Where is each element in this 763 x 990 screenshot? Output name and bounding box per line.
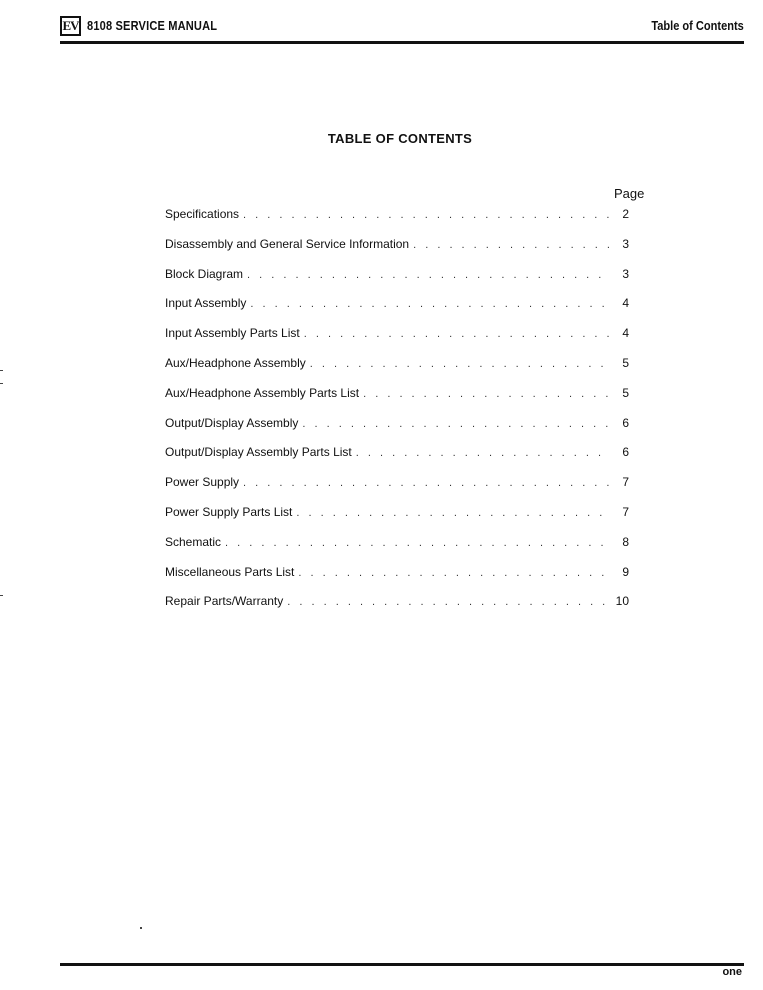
toc-entry	[165, 326, 629, 356]
toc-entry-page: 8	[622, 534, 629, 549]
toc-entry-page: 9	[622, 564, 629, 579]
manual-title: 8108 SERVICE MANUAL	[87, 18, 218, 33]
page-column-label: Page	[614, 186, 645, 201]
toc-leader-dots	[247, 269, 611, 281]
toc-entry	[165, 594, 629, 624]
toc-entry-label: Block Diagram	[165, 266, 244, 281]
toc-leader-dots	[250, 298, 611, 310]
ev-logo: EV	[60, 16, 81, 36]
toc-entry-label: Schematic	[165, 534, 222, 549]
toc-entry-page: 2	[622, 207, 629, 221]
toc-entry-label: Output/Display Assembly	[165, 415, 299, 430]
toc-leader-dots	[310, 358, 611, 370]
toc-entry-label: Aux/Headphone Assembly	[165, 355, 306, 370]
toc-entry-page: 6	[622, 415, 629, 430]
toc-entry-page: 6	[622, 445, 629, 460]
toc-entry-page: 10	[615, 594, 629, 609]
toc-entry	[165, 296, 629, 326]
toc-entry	[165, 445, 629, 475]
toc-entry	[165, 535, 629, 565]
toc-leader-dots	[225, 537, 611, 549]
toc-leader-dots	[296, 507, 611, 519]
toc-leader-dots	[298, 567, 611, 579]
page-header	[60, 14, 744, 42]
toc-leader-dots	[304, 328, 611, 340]
toc-entry-page: 5	[622, 355, 629, 370]
toc-leader-dots	[356, 447, 611, 459]
toc-entry-page: 3	[622, 236, 629, 251]
toc-entry-label: Specifications	[165, 207, 240, 221]
toc-entry-label: Disassembly and General Service Information	[165, 236, 410, 251]
toc-entry-label: Power Supply	[165, 475, 240, 490]
toc-entry-page: 4	[622, 296, 629, 311]
toc-entry-label: Aux/Headphone Assembly Parts List	[165, 385, 360, 400]
page-title: TABLE OF CONTENTS	[327, 131, 473, 146]
toc-entry	[165, 207, 629, 237]
toc-entry-label: Input Assembly Parts List	[165, 326, 300, 341]
toc-entry-label: Repair Parts/Warranty	[165, 594, 284, 609]
toc-entry	[165, 237, 629, 267]
scan-speck	[140, 927, 142, 929]
toc-leader-dots	[363, 388, 611, 400]
toc-entry-label: Power Supply Parts List	[165, 504, 293, 519]
toc-entry-label: Output/Display Assembly Parts List	[165, 445, 352, 460]
toc-leader-dots	[243, 477, 611, 489]
toc-entry-page: 5	[622, 385, 629, 400]
toc-entry	[165, 356, 629, 386]
toc-entry-page: 4	[622, 326, 629, 341]
header-rule	[60, 41, 744, 44]
toc-entry	[165, 475, 629, 505]
toc-entry-page: 3	[622, 266, 629, 281]
scan-edge-mark	[0, 383, 3, 384]
toc-entry	[165, 565, 629, 595]
toc-leader-dots	[243, 209, 611, 221]
table-of-contents	[165, 207, 629, 624]
toc-entry	[165, 386, 629, 416]
scan-edge-mark	[0, 370, 3, 371]
toc-entry-label: Miscellaneous Parts List	[165, 564, 295, 579]
toc-leader-dots	[287, 596, 611, 608]
toc-entry-page: 7	[622, 475, 629, 490]
toc-leader-dots	[413, 239, 611, 251]
footer-rule	[60, 963, 744, 966]
toc-entry-label: Input Assembly	[165, 296, 247, 311]
toc-entry	[165, 267, 629, 297]
scan-edge-mark	[0, 595, 3, 596]
toc-entry-page: 7	[622, 504, 629, 519]
page-number: one	[722, 966, 742, 978]
toc-leader-dots	[302, 418, 611, 430]
toc-entry	[165, 505, 629, 535]
section-name: Table of Contents	[651, 18, 744, 33]
toc-entry	[165, 416, 629, 446]
